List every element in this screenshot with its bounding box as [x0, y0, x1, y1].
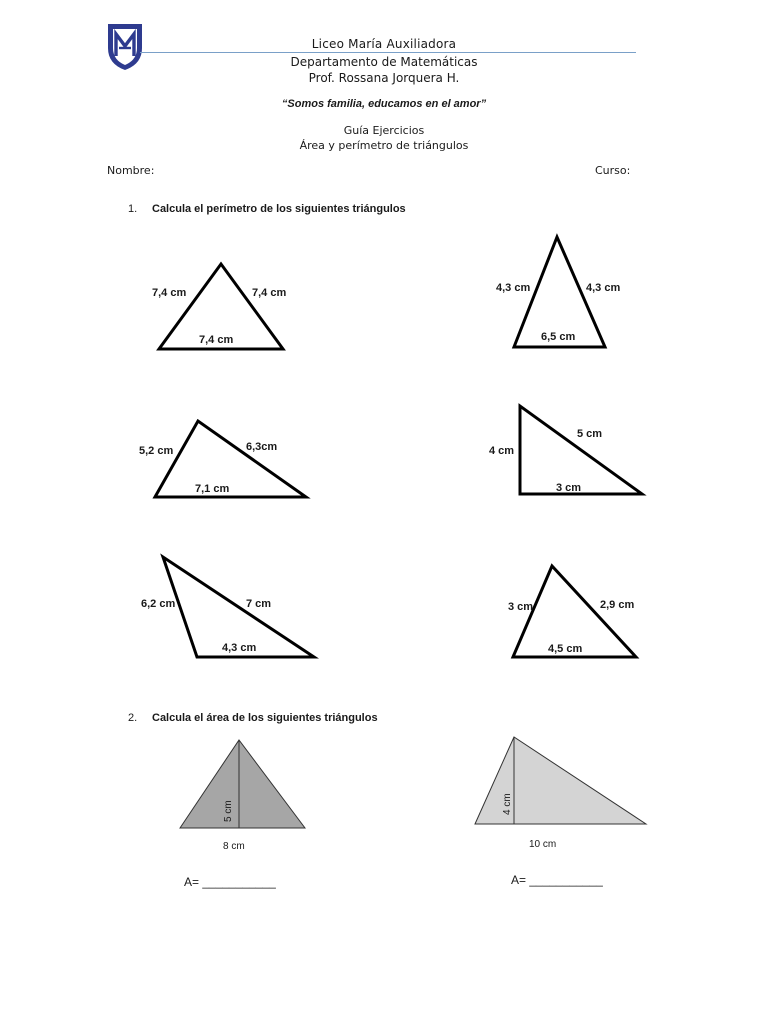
area-2-base-label: 10 cm — [529, 839, 557, 850]
department-name: Departamento de Matemáticas — [290, 55, 478, 69]
area-1-height-label: 5 cm — [223, 800, 234, 822]
t1-left-label: 7,4 cm — [152, 287, 187, 299]
t6-left-label: 3 cm — [508, 601, 534, 613]
name-field-label: Nombre: — [107, 164, 155, 177]
question-1-text: Calcula el perímetro de los siguientes triángulos — [152, 203, 406, 215]
course-field-label: Curso: — [595, 164, 631, 177]
t6-right-label: 2,9 cm — [600, 599, 635, 611]
t4-right-label: 5 cm — [577, 428, 603, 440]
school-name: Liceo María Auxiliadora — [311, 37, 457, 51]
t1-base-label: 7,4 cm — [199, 334, 234, 346]
school-motto: “Somos familia, educamos en el amor” — [281, 98, 487, 110]
t4-left-label: 4 cm — [489, 445, 515, 457]
guide-title: Guía Ejercicios — [343, 124, 425, 137]
t6-base-label: 4,5 cm — [548, 643, 583, 655]
t3-right-label: 6,3cm — [246, 441, 278, 453]
question-2-text: Calcula el área de los siguientes triángulos — [152, 712, 378, 724]
t3-left-label: 5,2 cm — [139, 445, 174, 457]
guide-topic: Área y perímetro de triángulos — [299, 139, 469, 152]
t5-left-label: 6,2 cm — [141, 598, 176, 610]
t2-left-label: 4,3 cm — [496, 282, 531, 294]
t1-right-label: 7,4 cm — [252, 287, 287, 299]
area-2-height-label: 4 cm — [502, 793, 513, 815]
t5-right-label: 7 cm — [246, 598, 272, 610]
area-1-answer: A= ___________ — [184, 875, 276, 889]
t5-base-label: 4,3 cm — [222, 642, 257, 654]
t4-base-label: 3 cm — [556, 482, 582, 494]
area-2-answer: A= ___________ — [511, 873, 603, 887]
area-triangle-2 — [475, 737, 646, 824]
question-2-number: 2. — [128, 712, 138, 724]
teacher-name: Prof. Rossana Jorquera H. — [308, 71, 460, 85]
question-1-number: 1. — [128, 203, 138, 215]
area-triangle-1 — [180, 740, 305, 828]
t3-base-label: 7,1 cm — [195, 483, 230, 495]
area-1-base-label: 8 cm — [223, 841, 245, 852]
perimeter-triangle-4 — [520, 406, 642, 494]
t2-base-label: 6,5 cm — [541, 331, 576, 343]
perimeter-triangle-3 — [155, 421, 306, 497]
t2-right-label: 4,3 cm — [586, 282, 621, 294]
